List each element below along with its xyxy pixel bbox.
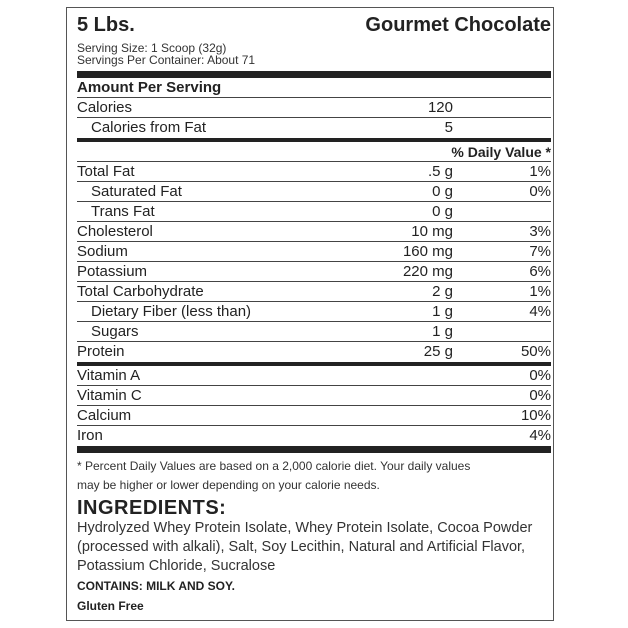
label-header: [77, 14, 551, 42]
nutrient-row: [77, 162, 551, 182]
serving-size: Serving Size: 1 Scoop (32g): [77, 41, 227, 55]
calories-from-fat-row: [77, 118, 551, 138]
calories-from-fat-label: Calories from Fat: [91, 119, 207, 136]
calories-value: 120: [427, 99, 453, 116]
nutrient-row: [77, 222, 551, 242]
nutrient-label: Protein: [77, 343, 125, 360]
ingredients-title: INGREDIENTS:: [77, 497, 227, 519]
divider-thick: [77, 71, 551, 78]
nutrient-dv: 4%: [529, 303, 551, 320]
vitamin-label: Iron: [77, 427, 103, 444]
nutrient-dv: 0%: [529, 183, 551, 200]
footnote-line: * Percent Daily Values are based on a 2,000 calorie diet. Your daily values: [77, 459, 471, 473]
nutrition-facts-label: [66, 7, 554, 621]
calories-label: Calories: [77, 99, 133, 116]
vitamin-label: Vitamin C: [77, 387, 142, 404]
calories-row: [77, 98, 551, 118]
vitamin-label: Calcium: [77, 407, 132, 424]
nutrient-row: [77, 322, 551, 342]
nutrient-amount: 10 mg: [411, 223, 453, 240]
vitamin-dv: 10%: [520, 407, 551, 424]
ingredients-text: Hydrolyzed Whey Protein Isolate, Whey Protein Isolate, Cocoa Powder (processed with alkali), Salt, Soy Lecithin, Natural and Artificial Flavor, Potassium Chloride, Sucralose: [77, 520, 533, 574]
nutrient-dv: 1%: [529, 163, 551, 180]
vitamin-dv: 4%: [529, 427, 551, 444]
daily-value-header-row: [77, 142, 551, 162]
flavor-name: Gourmet Chocolate: [365, 14, 551, 36]
package-size: 5 Lbs.: [77, 14, 135, 36]
nutrient-label: Sodium: [77, 243, 128, 260]
vitamin-dv: 0%: [529, 367, 551, 384]
divider-thick: [77, 446, 551, 453]
vitamin-row: [77, 386, 551, 406]
nutrient-amount: 1 g: [432, 323, 453, 340]
nutrient-label: Trans Fat: [91, 203, 155, 220]
vitamin-row: [77, 406, 551, 426]
nutrient-label: Total Carbohydrate: [77, 283, 204, 300]
nutrient-label: Total Fat: [77, 163, 135, 180]
daily-value-header: % Daily Value *: [451, 144, 551, 160]
nutrient-dv: 7%: [529, 243, 551, 260]
nutrient-row: [77, 202, 551, 222]
nutrient-label: Saturated Fat: [91, 183, 182, 200]
nutrient-amount: 25 g: [423, 343, 453, 360]
amount-per-serving-label: Amount Per Serving: [77, 79, 222, 96]
nutrient-row: [77, 342, 551, 362]
nutrient-row: [77, 282, 551, 302]
nutrient-amount: 1 g: [432, 303, 453, 320]
footnote-line: may be higher or lower depending on your calorie needs.: [77, 478, 380, 492]
nutrient-row: [77, 302, 551, 322]
nutrient-label: Sugars: [91, 323, 139, 340]
gluten-free-statement: Gluten Free: [77, 599, 144, 613]
nutrient-amount: 0 g: [432, 183, 453, 200]
nutrient-dv: 6%: [529, 263, 551, 280]
vitamin-row: [77, 366, 551, 386]
nutrient-label: Dietary Fiber (less than): [91, 303, 252, 320]
servings-per-container: Servings Per Container: About 71: [77, 53, 256, 67]
nutrient-dv: 1%: [529, 283, 551, 300]
nutrient-dv: 50%: [520, 343, 551, 360]
vitamin-label: Vitamin A: [77, 367, 141, 384]
nutrient-amount: 160 mg: [402, 243, 453, 260]
footnote: [77, 457, 551, 495]
vitamin-row: [77, 426, 551, 446]
nutrient-amount: 0 g: [432, 203, 453, 220]
amount-per-serving-row: [77, 78, 551, 98]
calories-from-fat-value: 5: [444, 119, 453, 136]
label-content: [77, 14, 551, 616]
nutrient-row: [77, 262, 551, 282]
nutrient-row: [77, 242, 551, 262]
nutrient-dv: 3%: [529, 223, 551, 240]
allergen-statement: CONTAINS: MILK AND SOY.: [77, 579, 235, 593]
nutrient-amount: 220 mg: [402, 263, 453, 280]
nutrient-label: Potassium: [77, 263, 148, 280]
nutrient-amount: 2 g: [432, 283, 453, 300]
nutrient-label: Cholesterol: [77, 223, 153, 240]
nutrient-row: [77, 182, 551, 202]
vitamin-dv: 0%: [529, 387, 551, 404]
nutrient-amount: .5 g: [427, 163, 453, 180]
